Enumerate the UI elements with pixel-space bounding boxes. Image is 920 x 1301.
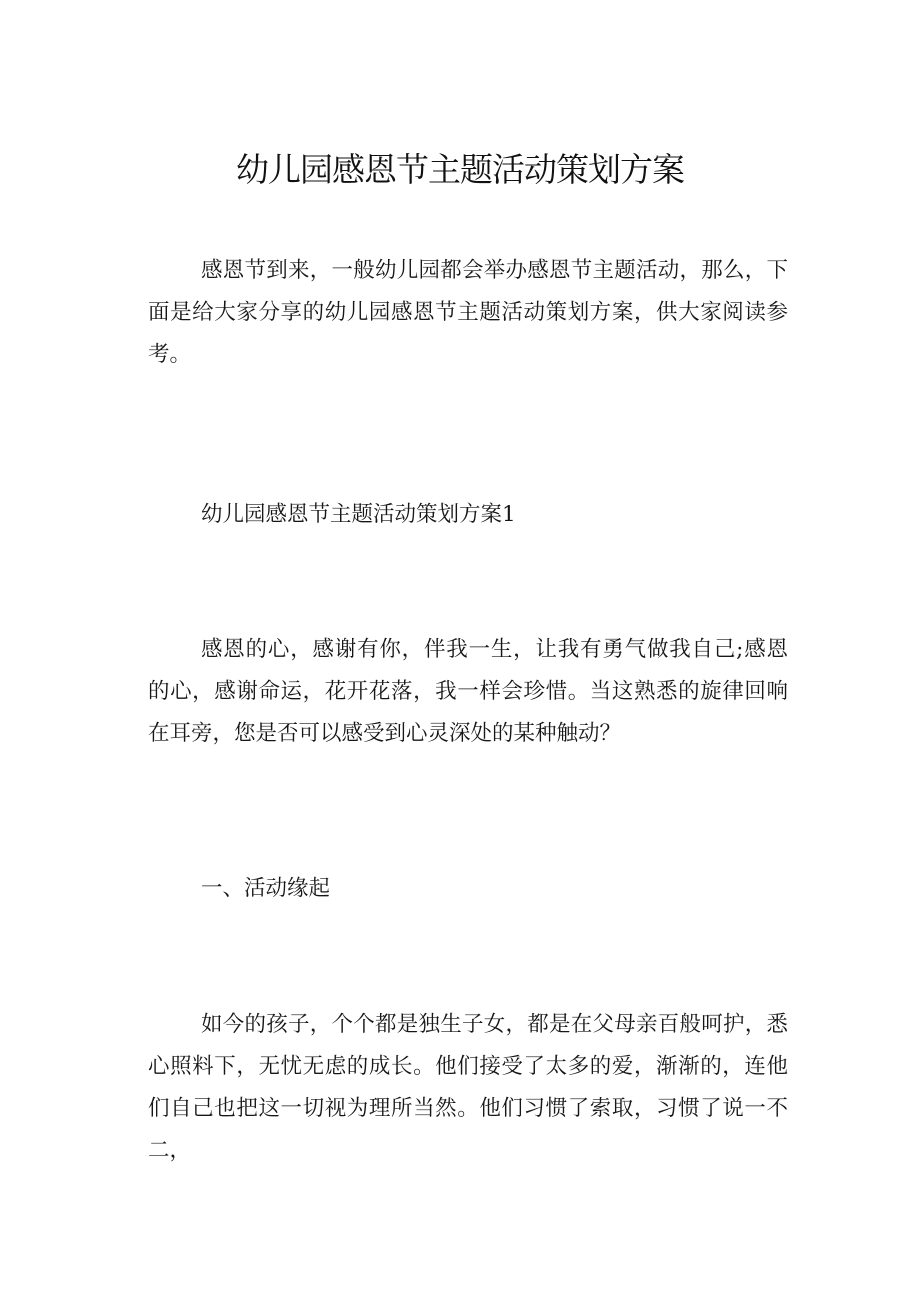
intro-paragraph: 感恩节到来，一般幼儿园都会举办感恩节主题活动，那么，下面是给大家分享的幼儿园感恩节主题活动策划方案，供大家阅读参考。 xyxy=(148,258,788,367)
plan-subheading: 幼儿园感恩节主题活动策划方案1 xyxy=(201,502,516,527)
section-heading: 一、活动缘起 xyxy=(201,876,331,901)
body-paragraph: 如今的孩子，个个都是独生子女，都是在父母亲百般呵护，悉心照料下，无忧无虑的成长。他们接受了太多的爱，渐渐的，连他们自己也把这一切视为理所当然。他们习惯了索取，习惯了说一不二， xyxy=(148,1012,788,1163)
document-title: 幼儿园感恩节主题活动策划方案 xyxy=(236,150,684,189)
body-paragraph: 感恩的心，感谢有你，伴我一生，让我有勇气做我自己;感恩的心，感谢命运，花开花落，我一样会珍惜。当这熟悉的旋律回响在耳旁，您是否可以感受到心灵深处的某种触动？ xyxy=(148,637,788,746)
